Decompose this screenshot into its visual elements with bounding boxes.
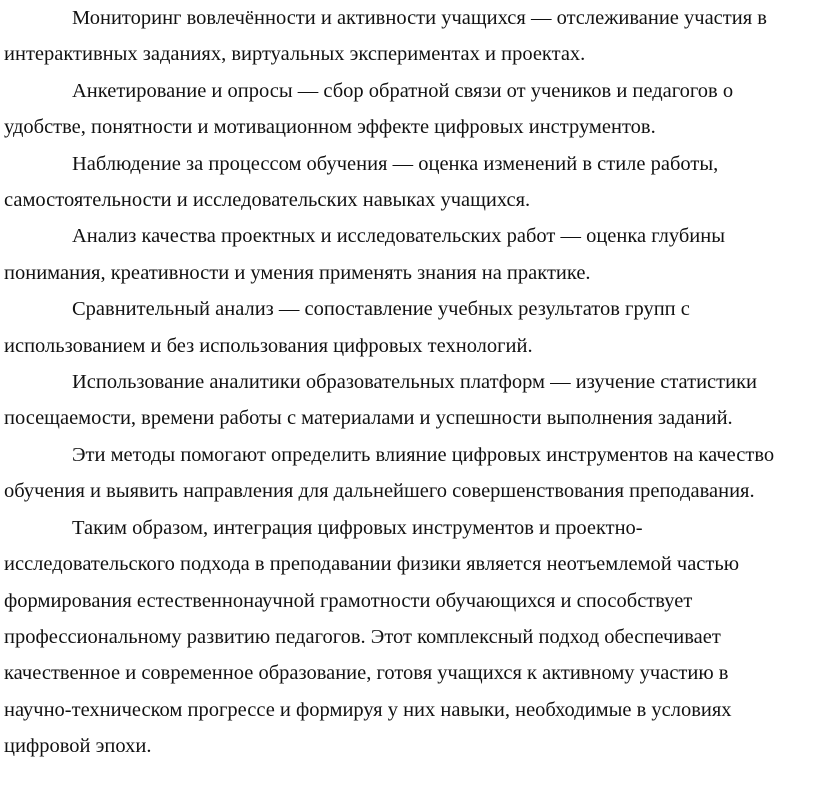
text-line: цифровой эпохи. — [4, 735, 152, 758]
text-line: научно-техническом прогрессе и формируя у них навыки, необходимые в условиях — [4, 698, 732, 721]
paragraph-methods-summary — [4, 437, 812, 510]
text-line: исследовательского подхода в преподавании физики является неотъемлемой частью — [4, 553, 740, 576]
text-line: понимания, креативности и умения применять знания на практике. — [4, 261, 591, 284]
paragraph-platform-analytics — [4, 364, 812, 437]
text-line: Мониторинг вовлечённости и активности учащихся — отслеживание участия в — [72, 7, 767, 29]
text-line: формирования естественнонаучной грамотности обучающихся и способствует — [4, 589, 693, 612]
text-line: обучения и выявить направления для дальнейшего совершенствования преподавания. — [4, 480, 755, 503]
text-line: качественное и современное образование, готовя учащихся к активному участию в — [4, 662, 729, 685]
text-line: использованием и без использования цифровых технологий. — [4, 334, 533, 357]
text-line: Наблюдение за процессом обучения — оценка изменений в стиле работы, — [72, 152, 719, 175]
paragraph-observation — [4, 146, 812, 219]
text-line: Анализ качества проектных и исследовательских работ — оценка глубины — [72, 225, 725, 248]
text-line: Таким образом, интеграция цифровых инструментов и проектно- — [72, 516, 643, 539]
paragraph-monitoring — [4, 0, 812, 73]
text-line: удобстве, понятности и мотивационном эффекте цифровых инструментов. — [4, 116, 656, 139]
text-line: интерактивных заданиях, виртуальных экспериментах и проектах. — [4, 43, 586, 66]
paragraph-surveys — [4, 73, 812, 146]
document-body — [4, 0, 812, 765]
paragraph-conclusion — [4, 510, 812, 765]
text-line: самостоятельности и исследовательских навыках учащихся. — [4, 189, 531, 212]
text-line: Сравнительный анализ — сопоставление учебных результатов групп с — [72, 298, 690, 321]
text-line: профессиональному развитию педагогов. Этот комплексный подход обеспечивает — [4, 625, 721, 648]
text-line: посещаемости, времени работы с материалами и успешности выполнения заданий. — [4, 407, 733, 430]
text-line: Использование аналитики образовательных платформ — изучение статистики — [72, 371, 758, 394]
paragraph-comparative-analysis — [4, 291, 812, 364]
paragraph-project-analysis — [4, 218, 812, 291]
text-line: Анкетирование и опросы — сбор обратной связи от учеников и педагогов о — [72, 79, 734, 102]
text-line: Эти методы помогают определить влияние цифровых инструментов на качество — [72, 443, 775, 466]
